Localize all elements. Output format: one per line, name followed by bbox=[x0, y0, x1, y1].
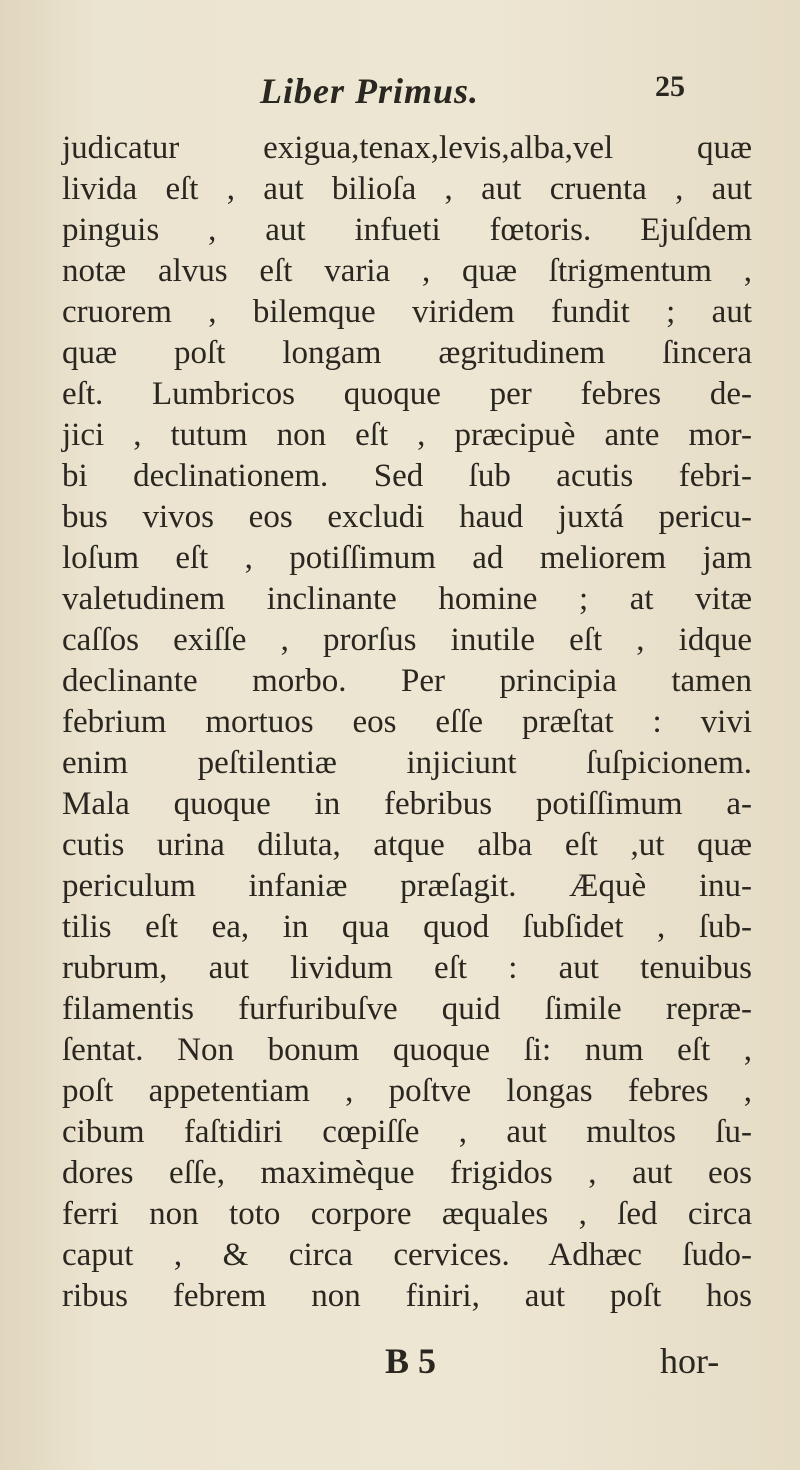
text-line: rubrum, aut lividum eſt : aut tenuibus bbox=[62, 950, 752, 986]
text-line: tilis eſt ea, in qua quod ſubſidet , ſub- bbox=[62, 909, 752, 945]
text-line: periculum infaniæ præſagit. Æquè inu- bbox=[62, 868, 752, 904]
text-line: livida eſt , aut bilioſa , aut cruenta , aut bbox=[62, 171, 752, 207]
page-number: 25 bbox=[655, 70, 685, 103]
text-line: caſſos exiſſe , prorſus inutile eſt , idque bbox=[62, 622, 752, 658]
text-line: filamentis furfuribuſve quid ſimile repræ- bbox=[62, 991, 752, 1027]
text-line: bus vivos eos excludi haud juxtá pericu- bbox=[62, 499, 752, 535]
signature-mark: B 5 bbox=[385, 1341, 437, 1381]
text-line: caput , & circa cervices. Adhæc ſudo- bbox=[62, 1237, 752, 1273]
page-header bbox=[0, 70, 800, 120]
catchword: hor- bbox=[660, 1341, 720, 1381]
page-footer bbox=[0, 1340, 800, 1386]
text-line: valetudinem inclinante homine ; at vitæ bbox=[62, 581, 752, 617]
text-line: poſt appetentiam , poſtve longas febres , bbox=[62, 1073, 752, 1109]
text-line: enim peſtilentiæ injiciunt ſuſpicionem. bbox=[62, 745, 752, 781]
text-line: eſt. Lumbricos quoque per febres de- bbox=[62, 376, 752, 412]
text-line: dores eſſe, maximèque frigidos , aut eos bbox=[62, 1155, 752, 1191]
text-line: bi declinationem. Sed ſub acutis febri- bbox=[62, 458, 752, 494]
text-line: quæ poſt longam ægritudinem ſincera bbox=[62, 335, 752, 371]
text-line: judicatur exigua,tenax,levis,alba,vel quæ bbox=[62, 130, 752, 166]
text-line: Mala quoque in febribus potiſſimum a- bbox=[62, 786, 752, 822]
text-line: ſentat. Non bonum quoque ſi: num eſt , bbox=[62, 1032, 752, 1068]
text-line: pinguis , aut infueti fœtoris. Ejuſdem bbox=[62, 212, 752, 248]
text-line: cruorem , bilemque viridem fundit ; aut bbox=[62, 294, 752, 330]
body-text bbox=[62, 128, 752, 1317]
text-line: ferri non toto corpore æquales , ſed circa bbox=[62, 1196, 752, 1232]
text-line: cibum faſtidiri cœpiſſe , aut multos ſu- bbox=[62, 1114, 752, 1150]
running-head: Liber Primus. bbox=[260, 71, 480, 111]
text-line: loſum eſt , potiſſimum ad meliorem jam bbox=[62, 540, 752, 576]
text-line: ribus febrem non finiri, aut poſt hos bbox=[62, 1278, 752, 1314]
text-line: febrium mortuos eos eſſe præſtat : vivi bbox=[62, 704, 752, 740]
text-line: cutis urina diluta, atque alba eſt ,ut quæ bbox=[62, 827, 752, 863]
text-line: declinante morbo. Per principia tamen bbox=[62, 663, 752, 699]
text-line: notæ alvus eſt varia , quæ ſtrigmentum , bbox=[62, 253, 752, 289]
text-line: jici , tutum non eſt , præcipuè ante mor- bbox=[62, 417, 752, 453]
